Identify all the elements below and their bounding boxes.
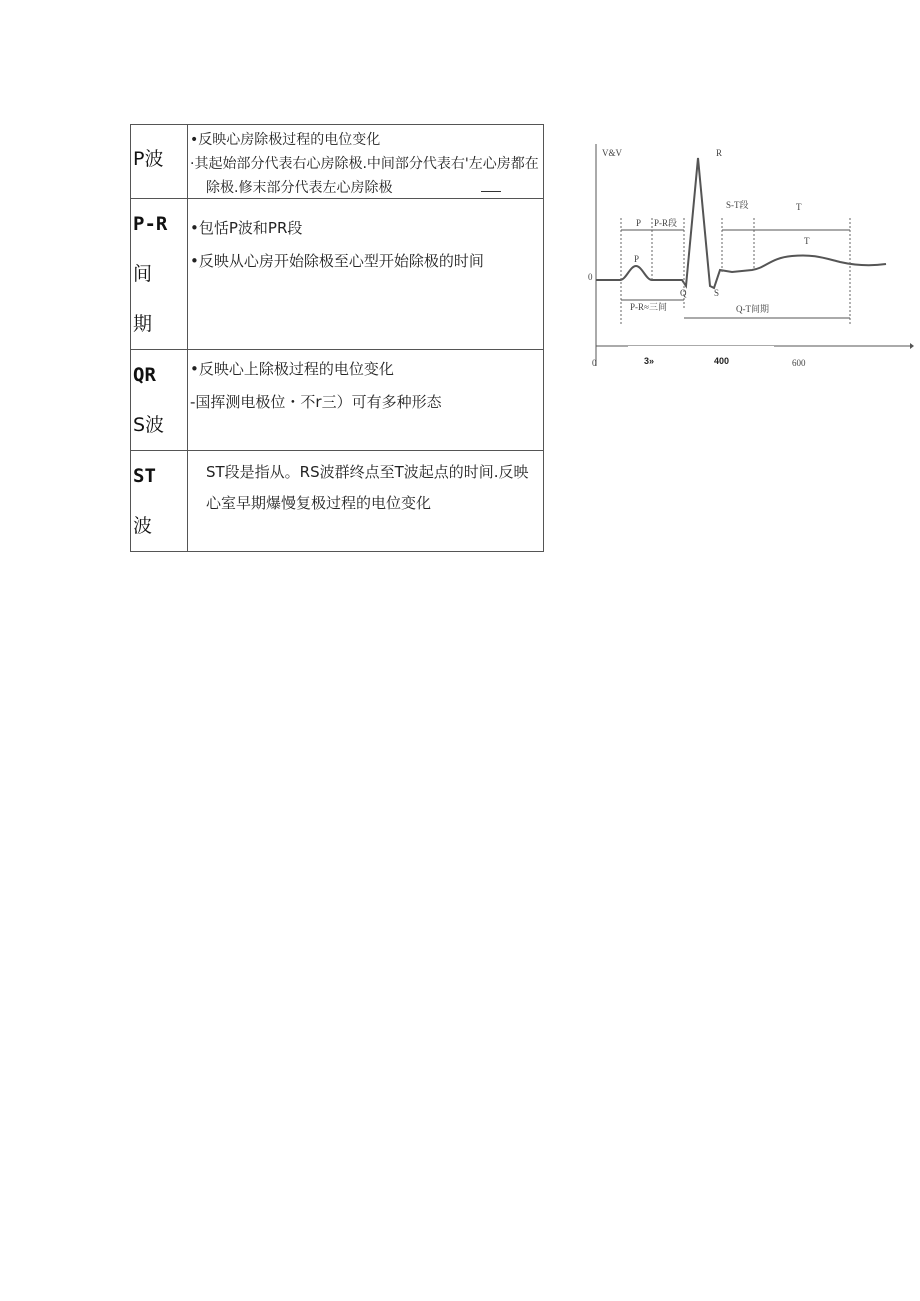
description-line: •反映从心房开始除极至心型开始除极的时间 <box>190 252 484 270</box>
term-label: S波 <box>133 414 165 436</box>
t-wave-top-label: T <box>796 202 802 212</box>
divider-mark <box>481 191 501 192</box>
x-tick-label: 600 <box>792 358 806 368</box>
term-cell <box>131 350 188 451</box>
term-label: QR <box>133 364 156 386</box>
y-axis-label: V&V <box>602 148 622 158</box>
description-line: ST段是指从。RS波群终点至T波起点的时间.反映 <box>206 463 529 481</box>
table-row-p-wave <box>131 125 544 199</box>
table-row-st-segment <box>131 451 544 552</box>
description-cell <box>188 125 544 199</box>
term-label: 波 <box>133 515 153 537</box>
ecg-wave-table <box>130 124 544 552</box>
term-label: 间 <box>133 263 153 285</box>
pr-interval-label: P-R≈三间 <box>630 302 667 312</box>
p-wave-label: P <box>634 254 640 264</box>
s-wave-label: S <box>714 288 720 298</box>
description-line-wrapper <box>188 177 543 197</box>
pr-segment-label: P-R段 <box>654 218 678 228</box>
term-label: P波 <box>133 148 164 170</box>
description-line: •包恬P波和PR段 <box>190 219 303 237</box>
description-cell <box>188 451 544 552</box>
description-line: 除极.修末部分代表左心房除极 <box>206 180 393 196</box>
description-line: •反映心房除极过程的电位变化 <box>190 132 381 148</box>
description-cell <box>188 199 544 350</box>
x-tick-label: 400 <box>714 356 730 366</box>
x-axis-arrow <box>910 343 914 349</box>
p-interval-label: P <box>636 218 642 228</box>
q-wave-label: Q <box>680 288 687 298</box>
term-cell <box>131 199 188 350</box>
description-line: -国挥测电极位・不r三）可有多种形态 <box>190 393 442 411</box>
origin-label: 0 <box>588 272 593 282</box>
table-row-qrs-wave <box>131 350 544 451</box>
description-line: •反映心上除极过程的电位变化 <box>190 360 394 378</box>
st-segment-label: S-T段 <box>726 200 749 210</box>
term-cell <box>131 451 188 552</box>
x-tick-label: 3» <box>644 356 655 366</box>
x-tick-label: 0 <box>592 358 597 368</box>
t-wave-label: T <box>804 236 810 246</box>
description-line: 心室早期爆慢复极过程的电位变化 <box>206 494 432 512</box>
ecg-waveform-figure <box>588 134 914 374</box>
term-label: 期 <box>133 313 153 335</box>
term-label: ST <box>133 465 156 487</box>
description-line: ·其起始部分代表右心房除极.中间部分代表右'左心房都在 <box>190 156 539 172</box>
r-wave-label: R <box>716 148 723 158</box>
qt-interval-label: Q-T间期 <box>736 304 769 314</box>
term-label: P-R <box>133 213 168 235</box>
term-cell <box>131 125 188 199</box>
description-cell <box>188 350 544 451</box>
table-row-pr-interval <box>131 199 544 350</box>
